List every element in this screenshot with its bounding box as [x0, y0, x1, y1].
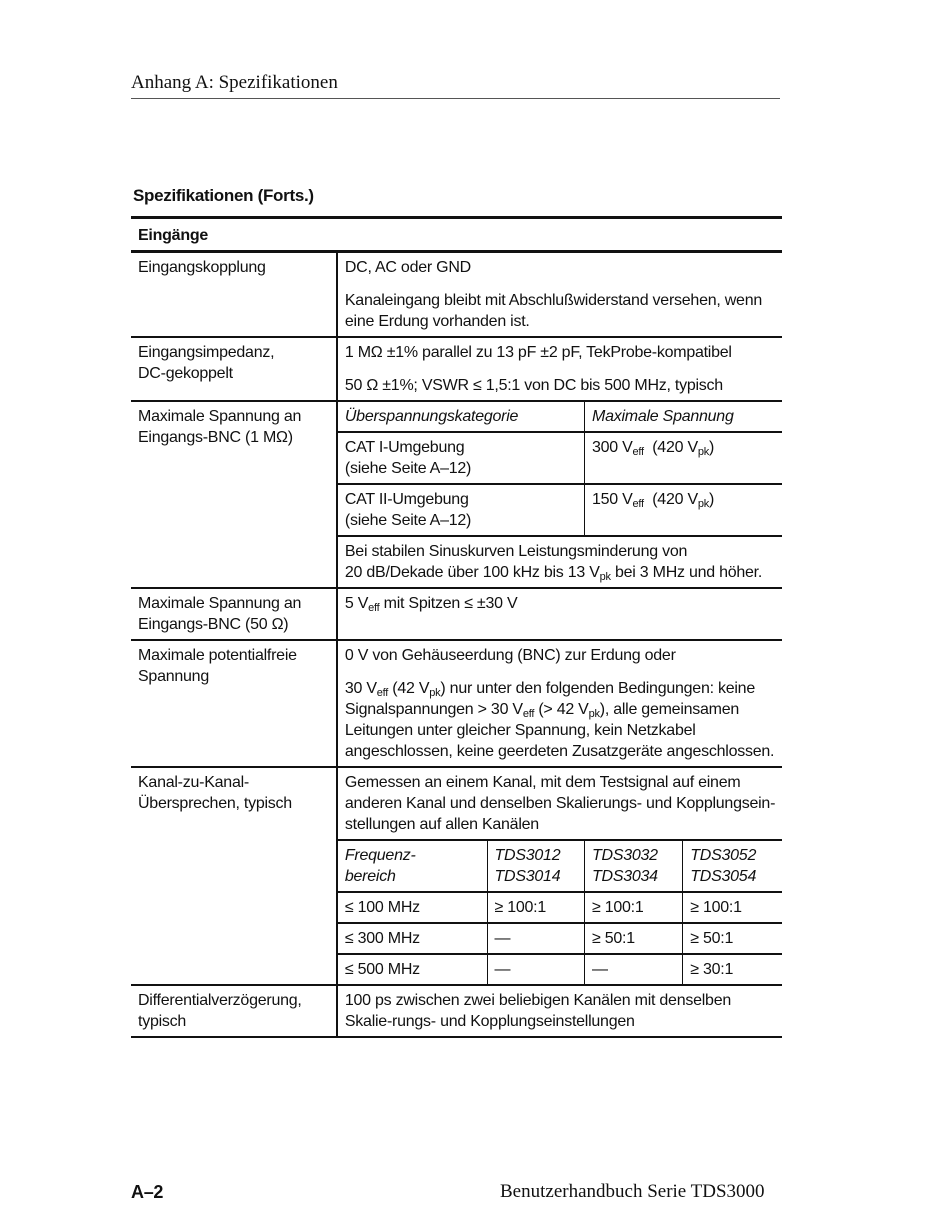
row-value [337, 252, 782, 338]
category-cell: CAT I-Umgebung (siehe Seite A–12) [337, 432, 585, 484]
floating-ground: 0 V von Gehäuseerdung (BNC) zur Erdung oder [344, 647, 676, 664]
row-value: 5 $V_{eff}$ mit Spitzen ≤ ±30 V [337, 588, 782, 640]
row-label: Eingangskopplung [131, 252, 337, 338]
table-cell: ≤ 500 MHz [337, 954, 487, 985]
section-row [131, 218, 782, 252]
table-cell: — [584, 954, 682, 985]
coupling-options: DC, AC oder GND [344, 259, 471, 276]
impedance-1m: 1 MΩ ±1% parallel zu 13 pF ±2 pF, TekProbe-kompatibel [344, 344, 732, 361]
floating-conditions: 30 $V_{eff}$ (42 $V_{pk}$) nur unter den folgenden Bedingungen: keine Signalspannungen > 30 $V_{eff}$ (> 42 $V_{pk}$), alle gemeinsamen Leitungen unter gleicher Spannung, kein Netzkabel angeschlossen, keine geerdeten Zusatzgeräte angeschlossen. [344, 680, 775, 760]
table-row [131, 588, 782, 640]
coupling-note: Kanaleingang bleibt mit Abschlußwiderstand versehen, wenn eine Erdung vorhanden ist. [344, 292, 762, 330]
col-header-voltage: Maximale Spannung [584, 401, 782, 432]
row-label: Maximale Spannung an Eingangs-BNC (1 MΩ) [131, 401, 337, 588]
running-header: Anhang A: Spezifikationen [131, 72, 780, 99]
table-cell: ≥ 50:1 [683, 923, 782, 954]
table-row [131, 640, 782, 767]
row-label: Eingangsimpedanz, DC-gekoppelt [131, 337, 337, 401]
table-cell: — [487, 954, 584, 985]
table-cell: ≥ 50:1 [584, 923, 682, 954]
manual-title: Benutzerhandbuch Serie TDS3000 [500, 1181, 765, 1202]
table-cell: ≤ 100 MHz [337, 892, 487, 923]
table-cell: ≥ 100:1 [683, 892, 782, 923]
table-row [131, 252, 782, 338]
derating-note: Bei stabilen Sinuskurven Leistungsminderung von 20 dB/Dekade über 100 kHz bis 13 $V_{pk}$ bei 3 MHz und höher. [337, 536, 782, 588]
row-label: Maximale Spannung an Eingangs-BNC (50 Ω) [131, 588, 337, 640]
col-header: TDS3032 TDS3034 [584, 840, 682, 892]
table-row [131, 401, 782, 432]
table-cell: ≤ 300 MHz [337, 923, 487, 954]
page-number: A–2 [131, 1182, 164, 1202]
category-cell: CAT II-Umgebung (siehe Seite A–12) [337, 484, 585, 536]
table-row [131, 985, 782, 1037]
table-cell: ≥ 100:1 [584, 892, 682, 923]
row-label: Maximale potentialfreie Spannung [131, 640, 337, 767]
row-label: Differentialverzögerung, typisch [131, 985, 337, 1037]
spec-table [131, 216, 782, 1038]
col-header: TDS3052 TDS3054 [683, 840, 782, 892]
col-header-category: Überspannungskategorie [337, 401, 585, 432]
row-label: Kanal-zu-Kanal- Übersprechen, typisch [131, 767, 337, 985]
table-cell: ≥ 100:1 [487, 892, 584, 923]
impedance-50: 50 Ω ±1%; VSWR ≤ 1,5:1 von DC bis 500 MHz, typisch [344, 377, 723, 394]
voltage-cell: 300 $V_{eff}$ (420 $V_{pk}$) [584, 432, 782, 484]
crosstalk-intro: Gemessen an einem Kanal, mit dem Testsignal auf einem anderen Kanal und denselben Skalierungs- und Kopplungsein-stellungen auf allen Kanälen [337, 767, 782, 840]
table-cell: ≥ 30:1 [683, 954, 782, 985]
row-value: 100 ps zwischen zwei beliebigen Kanälen mit denselben Skalie-rungs- und Kopplungseinstellungen [337, 985, 782, 1037]
section-title: Eingänge [131, 218, 782, 252]
row-value [337, 640, 782, 767]
table-row [131, 337, 782, 401]
col-header: Frequenz- bereich [337, 840, 487, 892]
table-caption: Spezifikationen (Forts.) [133, 186, 314, 205]
row-value [337, 337, 782, 401]
table-cell: — [487, 923, 584, 954]
voltage-cell: 150 $V_{eff}$ (420 $V_{pk}$) [584, 484, 782, 536]
table-row [131, 767, 782, 840]
col-header: TDS3012 TDS3014 [487, 840, 584, 892]
